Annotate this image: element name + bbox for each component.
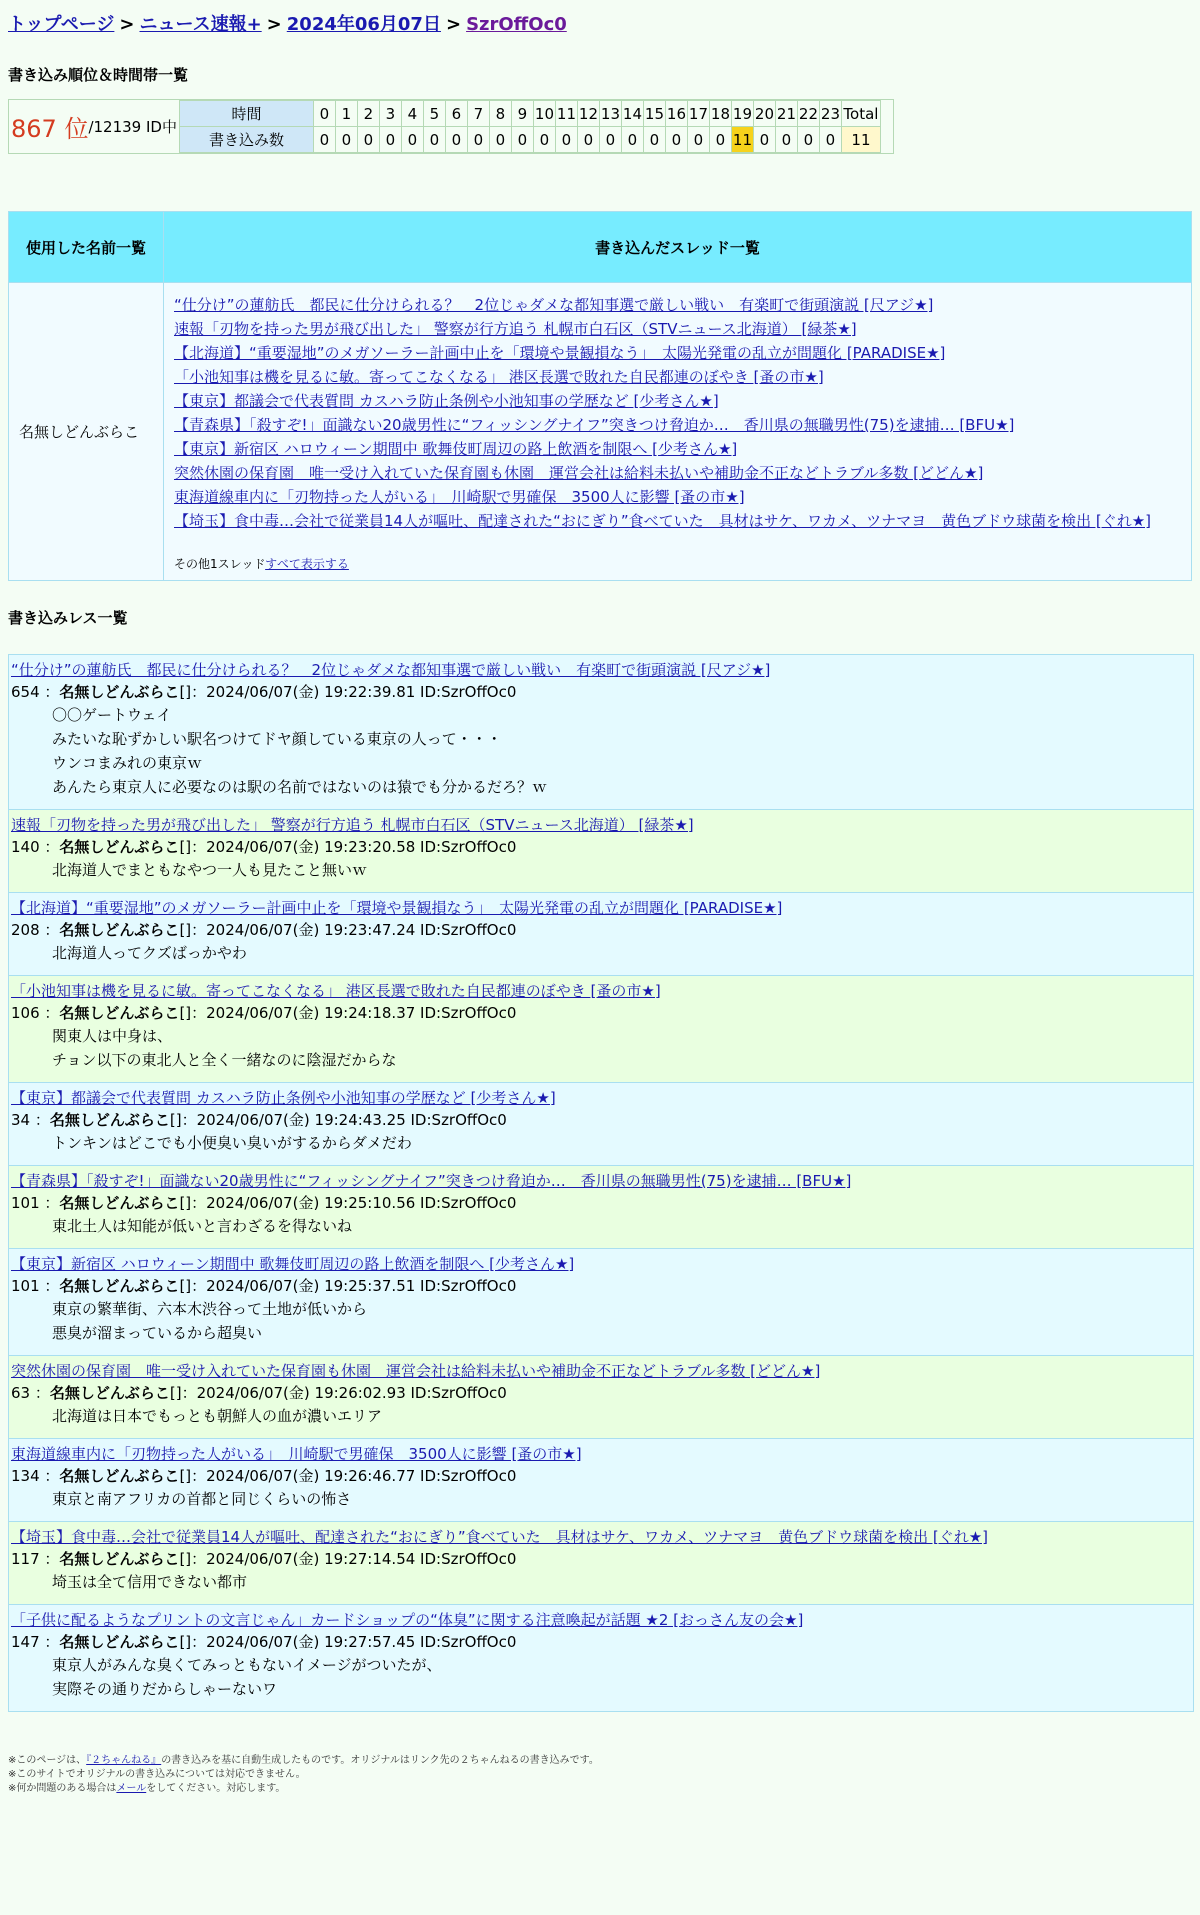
- rank-section-heading: 書き込み順位＆時間帯一覧: [8, 66, 189, 84]
- rank-summary: [9, 100, 179, 153]
- post-author: 名無しどんぶらこ: [49, 1384, 170, 1402]
- breadcrumb: [8, 12, 1192, 38]
- post-meta: []：2024/06/07(金) 19:25:10.56 ID:SzrOffOc0: [179, 1194, 517, 1212]
- post-body-line: ウンコまみれの東京ｗ: [52, 754, 203, 772]
- post-number: 117: [11, 1550, 40, 1568]
- time-label: 時間: [179, 101, 313, 127]
- thread-link[interactable]: 速報「刃物を持った男が飛び出した」 警察が行方追う 札幌市白石区（STVニュース北海道） [緑茶★]: [174, 320, 857, 338]
- post-header: 134 ：名無しどんぶらこ[]：2024/06/07(金) 19:26:46.77 ID:SzrOffOc0: [11, 1467, 517, 1485]
- post-body-line: 埼玉は全て信用できない都市: [52, 1573, 248, 1591]
- post-thread-link[interactable]: 【埼玉】食中毒…会社で従業員14人が嘔吐、配達された“おにぎり”食べていた 具材はサケ、ワカメ、ツナマヨ 黄色ブドウ球菌を検出 [ぐれ★]: [11, 1528, 989, 1546]
- thread-link[interactable]: 【埼玉】食中毒…会社で従業員14人が嘔吐、配達された“おにぎり”食べていた 具材はサケ、ワカメ、ツナマヨ 黄色ブドウ球菌を検出 [ぐれ★]: [174, 512, 1152, 530]
- post-item: [9, 976, 1193, 1083]
- hour-cell: 21: [775, 101, 797, 127]
- post-author: 名無しどんぶらこ: [59, 1550, 180, 1568]
- post-header: 63 ：名無しどんぶらこ[]：2024/06/07(金) 19:26:02.93 ID:SzrOffOc0: [11, 1384, 507, 1402]
- hour-cell: 15: [643, 101, 665, 127]
- posts-section-heading: 書き込みレス一覧: [8, 609, 128, 627]
- breadcrumb-date-link[interactable]: 2024年06月07日: [286, 14, 441, 35]
- count-cell: 0: [643, 127, 665, 153]
- count-cell: 0: [489, 127, 511, 153]
- thread-link[interactable]: 【東京】新宿区 ハロウィーン期間中 歌舞伎町周辺の路上飲酒を制限へ [少考さん★]: [174, 440, 738, 458]
- post-body-line: 北海道人ってクズばっかやわ: [52, 944, 247, 962]
- rank-value: 867 位: [11, 115, 89, 143]
- post-thread-link[interactable]: “仕分け”の蓮舫氏 都民に仕分けられる？ 2位じゃダメな都知事選で厳しい戦い 有楽町で街頭演説 [尺アジ★]: [11, 661, 771, 679]
- post-header: 106 ：名無しどんぶらこ[]：2024/06/07(金) 19:24:18.37 ID:SzrOffOc0: [11, 1004, 517, 1022]
- post-meta: []：2024/06/07(金) 19:24:18.37 ID:SzrOffOc0: [179, 1004, 517, 1022]
- hour-cell: 9: [511, 101, 533, 127]
- post-item: [9, 1249, 1193, 1356]
- count-cell: 0: [511, 127, 533, 153]
- post-body: [11, 1297, 1190, 1345]
- count-cell: 0: [621, 127, 643, 153]
- thread-link[interactable]: 【北海道】“重要湿地”のメガソーラー計画中止を「環境や景観損なう」 太陽光発電の乱立が問題化 [PARADISE★]: [174, 344, 946, 362]
- post-meta: []：2024/06/07(金) 19:26:46.77 ID:SzrOffOc0: [179, 1467, 517, 1485]
- names-threads-table: [8, 211, 1192, 581]
- post-item: [9, 1439, 1193, 1522]
- count-cell: 11: [731, 127, 753, 153]
- thread-link[interactable]: 【青森県】「殺すぞ!」面識ない20歳男性に“フィッシングナイフ”突きつけ脅迫か… 香川県の無職男性(75)を逮捕… [BFU★]: [174, 416, 1015, 434]
- hour-cell: 13: [599, 101, 621, 127]
- post-number: 63: [11, 1384, 31, 1402]
- post-body: [11, 1570, 1190, 1594]
- post-number: 134: [11, 1467, 40, 1485]
- post-body-line: 実際その通りだからしゃーないワ: [52, 1680, 278, 1698]
- post-author: 名無しどんぶらこ: [49, 1111, 170, 1129]
- hour-cell: 12: [577, 101, 599, 127]
- count-cell: 0: [467, 127, 489, 153]
- more-threads: [174, 555, 1181, 572]
- breadcrumb-top-link[interactable]: トップページ: [8, 14, 115, 35]
- post-meta: []：2024/06/07(金) 19:22:39.81 ID:SzrOffOc0: [179, 683, 517, 701]
- post-author: 名無しどんぶらこ: [59, 1467, 180, 1485]
- posts-list: [8, 654, 1194, 1712]
- post-header: 208 ：名無しどんぶらこ[]：2024/06/07(金) 19:23:47.24 ID:SzrOffOc0: [11, 921, 517, 939]
- post-item: [9, 1522, 1193, 1605]
- post-thread-link[interactable]: 「小池知事は機を見るに敏。寄ってこなくなる」 港区長選で敗れた自民都連のぼやき [蚤の市★]: [11, 982, 661, 1000]
- post-item: [9, 655, 1193, 810]
- hour-cell: 0: [313, 101, 335, 127]
- hour-cell: 20: [753, 101, 775, 127]
- hour-cell: 22: [797, 101, 819, 127]
- count-cell: 0: [445, 127, 467, 153]
- hours-table: [179, 100, 881, 153]
- hour-cell: 4: [401, 101, 423, 127]
- hours-row: [179, 101, 880, 127]
- hour-cell: 6: [445, 101, 467, 127]
- post-body-line: 東京と南アフリカの首都と同じくらいの怖さ: [52, 1490, 352, 1508]
- post-body-line: 北海道は日本でもっとも朝鮮人の血が濃いエリア: [52, 1407, 383, 1425]
- post-author: 名無しどんぶらこ: [59, 921, 180, 939]
- post-number: 147: [11, 1633, 40, 1651]
- post-body: [11, 941, 1190, 965]
- post-item: [9, 1356, 1193, 1439]
- post-meta: []：2024/06/07(金) 19:27:14.54 ID:SzrOffOc0: [179, 1550, 517, 1568]
- post-body: [11, 1487, 1190, 1511]
- hour-cell: 19: [731, 101, 753, 127]
- used-name: 名無しどんぶらこ: [9, 283, 164, 581]
- hour-cell: 3: [379, 101, 401, 127]
- post-item: [9, 1166, 1193, 1249]
- breadcrumb-id-link[interactable]: SzrOffOc0: [466, 14, 567, 35]
- post-header: 654 ：名無しどんぶらこ[]：2024/06/07(金) 19:22:39.81 ID:SzrOffOc0: [11, 683, 517, 701]
- hour-cell: 16: [665, 101, 687, 127]
- post-author: 名無しどんぶらこ: [59, 838, 180, 856]
- footer-text: の書き込みを基に自動生成したものです。オリジナルはリンク先の２ちゃんねるの書き込みです。: [161, 1755, 599, 1766]
- breadcrumb-separator: >: [266, 14, 282, 35]
- hour-cell: 14: [621, 101, 643, 127]
- breadcrumb-separator: >: [445, 14, 462, 35]
- breadcrumb-separator: >: [119, 14, 135, 35]
- hour-cell: 23: [819, 101, 841, 127]
- post-body: [11, 1653, 1190, 1701]
- hour-cell: 10: [533, 101, 555, 127]
- post-header: 101 ：名無しどんぶらこ[]：2024/06/07(金) 19:25:37.51 ID:SzrOffOc0: [11, 1277, 517, 1295]
- post-author: 名無しどんぶらこ: [59, 1277, 180, 1295]
- post-body: [11, 1214, 1190, 1238]
- thread-link[interactable]: 東海道線車内に「刃物持った人がいる」 川崎駅で男確保 3500人に影響 [蚤の市★]: [174, 488, 745, 506]
- post-body: [11, 1131, 1190, 1155]
- post-meta: []：2024/06/07(金) 19:25:37.51 ID:SzrOffOc0: [179, 1277, 517, 1295]
- show-all-link[interactable]: すべて表示する: [265, 557, 349, 571]
- post-body-line: 東京の繁華街、六本木渋谷って土地が低いから: [52, 1300, 368, 1318]
- hour-cell: 7: [467, 101, 489, 127]
- footer-line-2: ※このサイトでオリジナルの書き込みについては対応できません。: [8, 1769, 306, 1780]
- count-cell: 0: [533, 127, 555, 153]
- count-cell: 0: [797, 127, 819, 153]
- footer-line-3: [8, 1782, 1192, 1796]
- more-threads-text: その他1スレッド: [174, 557, 266, 571]
- post-meta: []：2024/06/07(金) 19:23:20.58 ID:SzrOffOc0: [179, 838, 517, 856]
- rank-total: /12139 ID中: [88, 118, 177, 136]
- post-thread-link[interactable]: 速報「刃物を持った男が飛び出した」 警察が行方追う 札幌市白石区（STVニュース北海道） [緑茶★]: [11, 816, 694, 834]
- post-body: [11, 858, 1190, 882]
- post-author: 名無しどんぶらこ: [59, 1004, 180, 1022]
- post-author: 名無しどんぶらこ: [59, 1194, 180, 1212]
- count-cell: 0: [313, 127, 335, 153]
- post-thread-link[interactable]: 【東京】都議会で代表質問 カスハラ防止条例や小池知事の学歴など [少考さん★]: [11, 1089, 556, 1107]
- threads-header: 書き込んだスレッド一覧: [164, 212, 1192, 283]
- count-total: 11: [841, 127, 880, 153]
- post-body-line: 北海道人でまともなやつ一人も見たこと無いｗ: [52, 861, 368, 879]
- hour-cell: 8: [489, 101, 511, 127]
- mail-link[interactable]: メール: [116, 1783, 147, 1794]
- post-thread-link[interactable]: 東海道線車内に「刃物持った人がいる」 川崎駅で男確保 3500人に影響 [蚤の市★]: [11, 1445, 582, 1463]
- counts-row: [179, 127, 880, 153]
- footer-text: をしてください。対応します。: [146, 1783, 286, 1794]
- post-thread-link[interactable]: 【青森県】「殺すぞ!」面識ない20歳男性に“フィッシングナイフ”突きつけ脅迫か… 香川県の無職男性(75)を逮捕… [BFU★]: [11, 1172, 852, 1190]
- post-thread-link[interactable]: 突然休園の保育園 唯一受け入れていた保育園も休園 運営会社は給料未払いや補助金不正などトラブル多数 [どどん★]: [11, 1362, 821, 1380]
- rank-table: [8, 99, 894, 154]
- post-thread-link[interactable]: 【北海道】“重要湿地”のメガソーラー計画中止を「環境や景観損なう」 太陽光発電の乱立が問題化 [PARADISE★]: [11, 899, 783, 917]
- threads-cell: [164, 283, 1192, 581]
- count-cell: 0: [423, 127, 445, 153]
- thread-list: [174, 293, 1181, 533]
- count-cell: 0: [401, 127, 423, 153]
- footer: [8, 1754, 1192, 1796]
- count-cell: 0: [335, 127, 357, 153]
- post-item: [9, 810, 1193, 893]
- footer-line-1: [8, 1754, 1192, 1768]
- post-body-line: 悪臭が溜まっているから超臭い: [52, 1324, 263, 1342]
- thread-link[interactable]: 突然休園の保育園 唯一受け入れていた保育園も休園 運営会社は給料未払いや補助金不正などトラブル多数 [どどん★]: [174, 464, 984, 482]
- hour-cell: 5: [423, 101, 445, 127]
- 2ch-link[interactable]: 『２ちゃんねる』: [86, 1755, 162, 1766]
- post-thread-link[interactable]: 【東京】新宿区 ハロウィーン期間中 歌舞伎町周辺の路上飲酒を制限へ [少考さん★]: [11, 1255, 575, 1273]
- hour-total-header: Total: [841, 101, 880, 127]
- count-cell: 0: [555, 127, 577, 153]
- post-body: [11, 1024, 1190, 1072]
- count-cell: 0: [753, 127, 775, 153]
- post-item: [9, 1083, 1193, 1166]
- count-cell: 0: [599, 127, 621, 153]
- hour-cell: 17: [687, 101, 709, 127]
- count-cell: 0: [687, 127, 709, 153]
- post-meta: []：2024/06/07(金) 19:24:43.25 ID:SzrOffOc0: [169, 1111, 507, 1129]
- post-header: 147 ：名無しどんぶらこ[]：2024/06/07(金) 19:27:57.45 ID:SzrOffOc0: [11, 1633, 517, 1651]
- post-body-line: チョン以下の東北人と全く一緒なのに陰湿だからな: [52, 1051, 397, 1069]
- post-body-line: みたいな恥ずかしい駅名つけてドヤ顔している東京の人って・・・: [52, 730, 502, 748]
- post-body-line: 関東人は中身は、: [52, 1027, 173, 1045]
- post-body-line: あんたら東京人に必要なのは駅の名前ではないのは猿でも分かるだろ？ｗ: [52, 778, 548, 796]
- post-body-line: 東北土人は知能が低いと言わざるを得ないね: [52, 1217, 353, 1235]
- footer-text: ※何か問題のある場合は: [8, 1783, 117, 1794]
- count-cell: 0: [775, 127, 797, 153]
- thread-link[interactable]: 「小池知事は機を見るに敏。寄ってこなくなる」 港区長選で敗れた自民都連のぼやき [蚤の市★]: [174, 368, 824, 386]
- post-author: 名無しどんぶらこ: [59, 1633, 180, 1651]
- count-cell: 0: [819, 127, 841, 153]
- post-meta: []：2024/06/07(金) 19:26:02.93 ID:SzrOffOc0: [169, 1384, 507, 1402]
- post-header: 101 ：名無しどんぶらこ[]：2024/06/07(金) 19:25:10.56 ID:SzrOffOc0: [11, 1194, 517, 1212]
- post-number: 101: [11, 1277, 40, 1295]
- post-header: 34 ：名無しどんぶらこ[]：2024/06/07(金) 19:24:43.25 ID:SzrOffOc0: [11, 1111, 507, 1129]
- post-number: 654: [11, 683, 40, 701]
- post-meta: []：2024/06/07(金) 19:27:57.45 ID:SzrOffOc0: [179, 1633, 517, 1651]
- post-body-line: トンキンはどこでも小便臭い臭いがするからダメだわ: [52, 1134, 412, 1152]
- hour-cell: 11: [555, 101, 577, 127]
- post-body-line: 東京人がみんな臭くてみっともないイメージがついたが、: [52, 1656, 442, 1674]
- count-label: 書き込み数: [179, 127, 313, 153]
- post-thread-link[interactable]: 「子供に配るようなプリントの文言じゃん」カードショップの“体臭”に関する注意喚起が話題 ★2 [おっさん友の会★]: [11, 1611, 804, 1629]
- count-cell: 0: [577, 127, 599, 153]
- post-number: 140: [11, 838, 40, 856]
- footer-text: ※このページは、: [8, 1755, 87, 1766]
- hour-cell: 18: [709, 101, 731, 127]
- post-number: 106: [11, 1004, 40, 1022]
- post-header: 140 ：名無しどんぶらこ[]：2024/06/07(金) 19:23:20.58 ID:SzrOffOc0: [11, 838, 517, 856]
- post-item: [9, 1605, 1193, 1711]
- thread-link[interactable]: 【東京】都議会で代表質問 カスハラ防止条例や小池知事の学歴など [少考さん★]: [174, 392, 719, 410]
- count-cell: 0: [665, 127, 687, 153]
- count-cell: 0: [709, 127, 731, 153]
- names-header: 使用した名前一覧: [9, 212, 164, 283]
- post-number: 208: [11, 921, 40, 939]
- post-number: 101: [11, 1194, 40, 1212]
- post-number: 34: [11, 1111, 31, 1129]
- post-body: [11, 1404, 1190, 1428]
- post-body: [11, 703, 1190, 799]
- post-header: 117 ：名無しどんぶらこ[]：2024/06/07(金) 19:27:14.54 ID:SzrOffOc0: [11, 1550, 517, 1568]
- post-meta: []：2024/06/07(金) 19:23:47.24 ID:SzrOffOc0: [179, 921, 517, 939]
- hour-cell: 1: [335, 101, 357, 127]
- hour-cell: 2: [357, 101, 379, 127]
- count-cell: 0: [379, 127, 401, 153]
- thread-link[interactable]: “仕分け”の蓮舫氏 都民に仕分けられる？ 2位じゃダメな都知事選で厳しい戦い 有楽町で街頭演説 [尺アジ★]: [174, 296, 934, 314]
- post-author: 名無しどんぶらこ: [59, 683, 180, 701]
- post-item: [9, 893, 1193, 976]
- breadcrumb-board-link[interactable]: ニュース速報+: [139, 14, 262, 35]
- count-cell: 0: [357, 127, 379, 153]
- post-body-line: 〇〇ゲートウェイ: [52, 706, 172, 724]
